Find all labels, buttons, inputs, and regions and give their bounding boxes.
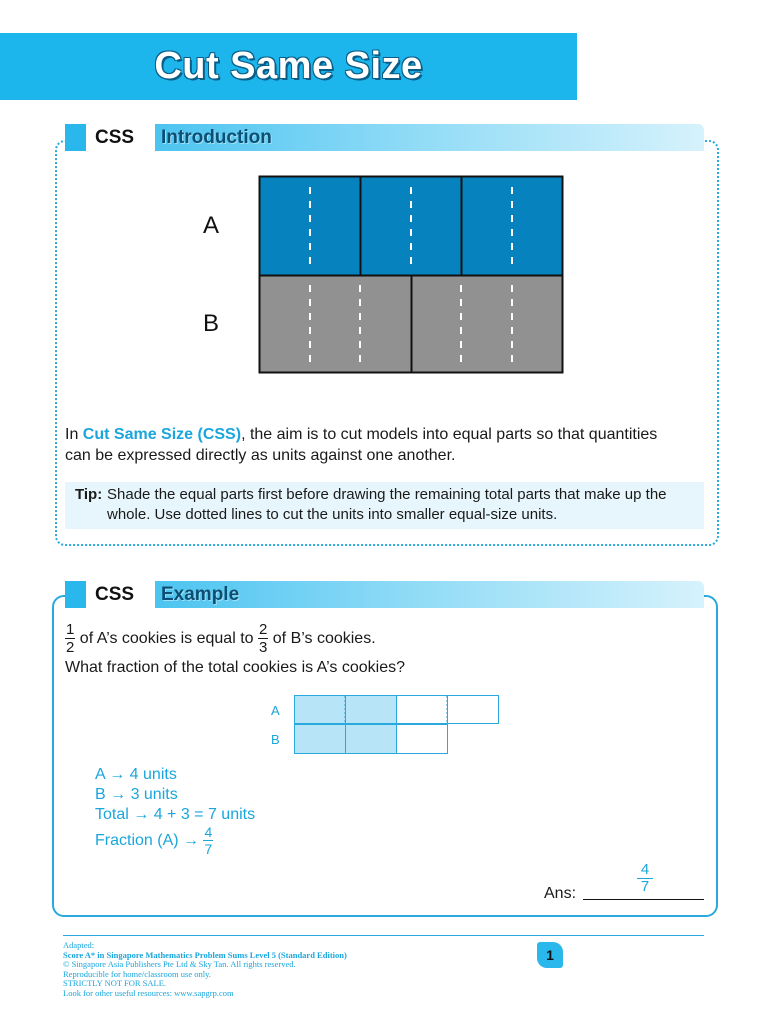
example-a-unit (397, 696, 448, 724)
footer-credits (63, 941, 483, 998)
fraction-numerator: 1 (66, 621, 75, 639)
solution-line-1: A → 4 units (95, 766, 177, 783)
tip-line-1: Shade the equal parts first before drawing the remaining total parts that make up the (107, 486, 667, 503)
page-number-badge (537, 942, 563, 968)
example-model-a (295, 696, 499, 724)
intro-line-1 (65, 424, 715, 445)
example-bar-model (294, 695, 500, 755)
footer-line-3: © Singapore Asia Publishers Pte Ltd & Sky Tan. All rights reserved. (63, 959, 296, 969)
answer-fraction (637, 862, 653, 895)
answer-label: Ans: (544, 885, 577, 902)
solution-line-2: B → 3 units (95, 786, 178, 803)
solution-line-3: Total → 4 + 3 = 7 units (95, 806, 256, 823)
fraction-numerator: 4 (204, 824, 213, 841)
example-b-shaded-unit (295, 725, 346, 754)
header-bar (155, 581, 704, 608)
example-label-b: B (271, 732, 280, 747)
header-marker (65, 124, 86, 151)
example-b-unit (397, 725, 448, 754)
solution-fraction-prefix: Fraction (A) → (95, 832, 200, 849)
tip-label: Tip: (75, 486, 103, 503)
solution-fraction (203, 825, 213, 856)
intro-line-2: can be expressed directly as units against one another. (65, 447, 456, 464)
tip-text (107, 485, 707, 525)
fraction-denominator: 7 (204, 841, 213, 858)
page-title: Cut Same Size (154, 45, 423, 87)
header-tag: CSS (95, 584, 135, 605)
section-heading: Introduction (161, 127, 272, 148)
example-model-b (295, 725, 448, 754)
header-bar (155, 124, 704, 151)
model-b-unit-2 (412, 276, 563, 373)
model-a (260, 177, 563, 276)
example-a-shaded-unit (295, 696, 346, 724)
fraction-two-thirds (258, 622, 268, 655)
question-line-2: What fraction of the total cookies is A’s cookies? (65, 659, 406, 676)
question-line-1 (65, 622, 705, 656)
tip-line-2: whole. Use dotted lines to cut the units into smaller equal-size units. (107, 506, 558, 523)
tip-box (65, 482, 704, 529)
introduction-header (65, 124, 704, 151)
question (65, 622, 705, 678)
solution-line-4 (95, 825, 395, 857)
model-b-unit-1 (260, 276, 412, 373)
intro-bar-model (258, 175, 565, 375)
example-a-shaded-unit (346, 696, 397, 724)
fraction-numerator: 2 (258, 621, 268, 639)
footer-rule (63, 935, 704, 936)
example-a-unit (448, 696, 499, 724)
question-end: of B’s cookies. (272, 630, 376, 647)
footer-line-4: Reproducible for home/classroom use only. (63, 968, 211, 979)
fraction-one-half (65, 622, 75, 655)
fraction-numerator: 4 (637, 862, 653, 879)
fraction-denominator: 7 (640, 878, 650, 895)
intro-text-prefix: In (65, 426, 83, 443)
solution (95, 765, 395, 857)
footer-line-6: Look for other useful resources: www.sapgrp.com (63, 987, 234, 998)
header-tag: CSS (95, 127, 135, 148)
css-highlight: Cut Same Size (CSS) (82, 426, 242, 443)
example-header (65, 581, 704, 608)
footer-line-1: Adapted: (63, 940, 95, 950)
fraction-denominator: 2 (66, 639, 75, 657)
model-label-b: B (203, 310, 220, 337)
intro-paragraph (65, 424, 715, 466)
page-number: 1 (546, 947, 554, 963)
header-marker (65, 581, 86, 608)
example-b-shaded-unit (346, 725, 397, 754)
title-banner (0, 33, 577, 100)
model-b (260, 276, 563, 373)
question-mid: of A’s cookies is equal to (79, 630, 254, 647)
intro-text-rest: , the aim is to cut models into equal parts so that quantities (241, 426, 658, 443)
answer-line (583, 899, 704, 900)
section-heading: Example (161, 584, 240, 605)
fraction-denominator: 3 (258, 639, 268, 657)
footer-line-5: STRICTLY NOT FOR SALE. (63, 978, 167, 988)
example-label-a: A (271, 703, 280, 718)
model-label-a: A (203, 212, 220, 239)
footer-line-2: Score A* in Singapore Mathematics Problem Sums Level 5 (Standard Edition) (63, 949, 347, 960)
